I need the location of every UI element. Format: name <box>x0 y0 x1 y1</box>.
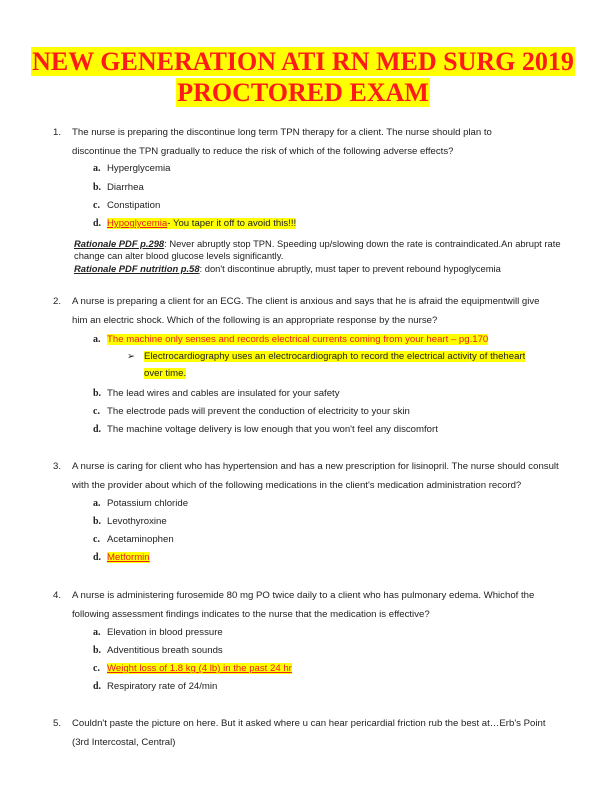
option-text: Constipation <box>107 200 161 211</box>
question-text-line: (3rd Intercostal, Central) <box>72 737 176 748</box>
question-number: 4. <box>53 590 62 601</box>
option-letter: c. <box>93 663 100 674</box>
option-text: Hyperglycemia <box>107 163 171 174</box>
option-text: Adventitious breath sounds <box>107 645 223 656</box>
question-text-line: following assessment findings indicates to the nurse that the medication is effective? <box>72 609 430 620</box>
option-letter: b. <box>93 388 102 399</box>
answer-note: - You taper it off to avoid this!!! <box>167 218 297 229</box>
rationale-text: : don't discontinue abruptly, must taper to prevent rebound hypoglycemia <box>199 263 501 274</box>
answer-text: Weight loss of 1.8 kg (4 lb) in the past 24 hr <box>107 663 292 674</box>
option-letter: c. <box>93 406 100 417</box>
option-letter: a. <box>93 627 101 638</box>
question-number: 5. <box>53 718 62 729</box>
option-letter: d. <box>93 218 102 229</box>
answer-text: Metformin <box>107 552 150 563</box>
answer-text: The machine only senses and records electrical currents coming from your heart – pg.170 <box>107 334 489 345</box>
question-text-line: Couldn't paste the picture on here. But it asked where u can hear pericardial friction rub the best at…Erb's Point <box>72 718 546 729</box>
option-text: The electrode pads will prevent the conduction of electricity to your skin <box>107 406 410 417</box>
title-line-2: PROCTORED EXAM <box>177 78 429 107</box>
question-text-line: A nurse is caring for client who has hypertension and has a new prescription for lisinopril. The nurse should consult <box>72 461 559 472</box>
question-number: 1. <box>53 127 62 138</box>
rationale-text: change can alter blood glucose levels significantly. <box>74 250 284 261</box>
question-text-line: him an electric shock. Which of the following is an appropriate response by the nurse? <box>72 315 438 326</box>
option-letter: d. <box>93 424 102 435</box>
option-text: Respiratory rate of 24/min <box>107 681 218 692</box>
question-text-line: with the provider about which of the following medications in the client's medication administration record? <box>72 480 522 491</box>
option-text: Diarrhea <box>107 182 144 193</box>
option-text: Acetaminophen <box>107 534 174 545</box>
note-line: Electrocardiography uses an electrocardiograph to record the electrical activity of theheart <box>144 351 526 362</box>
option-text: The lead wires and cables are insulated for your safety <box>107 388 340 399</box>
note-line: over time. <box>144 368 187 379</box>
question-text-line: A nurse is preparing a client for an ECG. The client is anxious and says that he is afraid the equipmentwill give <box>72 296 540 307</box>
option-text: Potassium chloride <box>107 498 189 509</box>
rationale-line <box>74 250 283 261</box>
answer-text: Hypoglycemia <box>107 218 168 229</box>
option-text: Levothyroxine <box>107 516 167 527</box>
answer-option-highlight <box>107 218 296 229</box>
rationale-line <box>74 263 501 274</box>
option-letter: d. <box>93 552 102 563</box>
option-text: The machine voltage delivery is low enough that you won't feel any discomfort <box>107 424 438 435</box>
option-letter: a. <box>93 498 101 509</box>
question-number: 2. <box>53 296 62 307</box>
option-letter: c. <box>93 200 100 211</box>
option-letter: d. <box>93 681 102 692</box>
title-line-1: NEW GENERATION ATI RN MED SURG 2019 <box>32 47 574 76</box>
rationale-line <box>74 238 561 249</box>
rationale-text: : Never abruptly stop TPN. Speeding up/slowing down the rate is contraindicated.An abrupt rate <box>164 238 561 249</box>
note-bullet-icon: ➢ <box>127 351 136 362</box>
option-letter: a. <box>93 334 101 345</box>
question-text-line: The nurse is preparing the discontinue long term TPN therapy for a client. The nurse should plan to <box>72 127 492 138</box>
question-text-line: discontinue the TPN gradually to reduce the risk of which of the following adverse effects? <box>72 146 454 157</box>
rationale-label: Rationale PDF p.298 <box>74 238 165 249</box>
option-letter: b. <box>93 182 102 193</box>
option-letter: c. <box>93 534 100 545</box>
option-letter: b. <box>93 645 102 656</box>
option-letter: b. <box>93 516 102 527</box>
document-title <box>0 46 606 108</box>
rationale-label: Rationale PDF nutrition p.58 <box>74 263 200 274</box>
question-number: 3. <box>53 461 62 472</box>
option-text: Elevation in blood pressure <box>107 627 223 638</box>
question-text-line: A nurse is administering furosemide 80 mg PO twice daily to a client who has pulmonary edema. Whichof the <box>72 590 535 601</box>
option-letter: a. <box>93 163 101 174</box>
